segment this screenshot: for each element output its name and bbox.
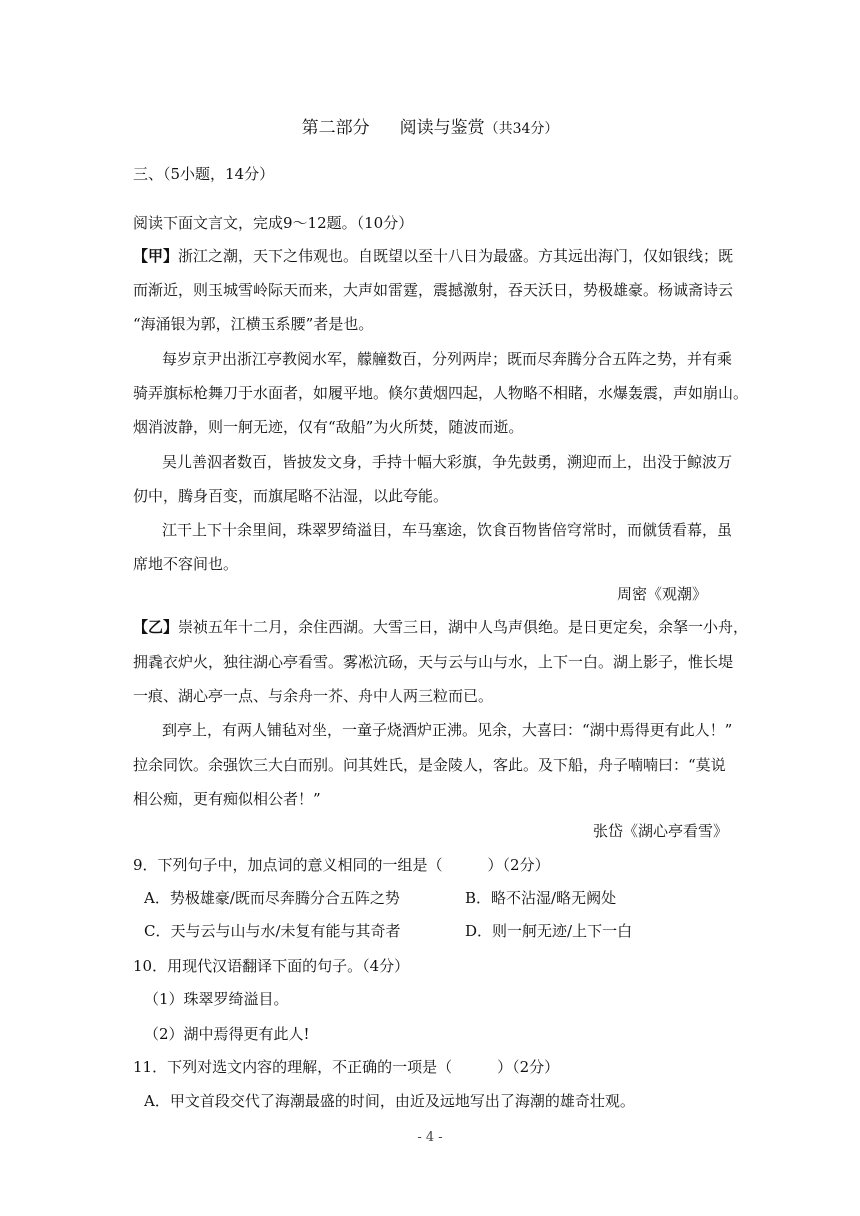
- passage-yi-line-5: 拉余同饮。余强饮三大白而别。问其姓氏，是金陵人，客此。及下船，舟子喃喃曰：“莫说: [133, 756, 726, 774]
- page-number: - 4 -: [417, 1130, 443, 1145]
- passage-jia-line-3: “海涌银为郭，江横玉系腰”者是也。: [133, 315, 374, 333]
- passage-jia-line-2: 而渐近，则玉城雪岭际天而来，大声如雷霆，震撼激射，吞天沃日，势极雄豪。杨诚斋诗云: [133, 281, 734, 299]
- part-label: 第二部分: [301, 118, 370, 138]
- question-9-option-c: C．天与云与山与水/未复有能与其奇者: [144, 922, 401, 940]
- passage-yi-line-4: 到亭上，有两人铺毡对坐，一童子烧酒炉正沸。见余，大喜曰：“湖中焉得更有此人！”: [162, 721, 733, 739]
- question-9-stem: 9．下列句子中，加点词的意义相同的一组是（ ）（2分）: [133, 856, 550, 874]
- question-9-option-d: D．则一舸无迹/上下一白: [465, 922, 633, 940]
- passage-yi-tag: 【乙】: [133, 618, 179, 636]
- question-group-heading: 三、（5小题，14分）: [133, 165, 275, 183]
- passage-jia-line-1: 【甲】浙江之潮，天下之伟观也。自既望以至十八日为最盛。方其远出海门，仅如银线；既: [133, 247, 734, 265]
- passage-jia-line-8: 仞中，腾身百变，而旗尾略不沾湿，以此夸能。: [133, 487, 449, 505]
- passage-jia-source: 周密《观潮》: [617, 585, 708, 603]
- passage-jia-tag: 【甲】: [133, 247, 179, 265]
- passage-yi-line-2: 拥毳衣炉火，独往湖心亭看雪。雾凇沆砀，天与云与山与水，上下一白。湖上影子，惟长堤: [133, 653, 734, 671]
- section-label: 阅读与鉴赏: [399, 118, 485, 138]
- passage-jia-line-10: 席地不容间也。: [133, 555, 239, 573]
- part-title: [0, 116, 860, 141]
- passage-jia-line-7: 吴儿善泅者数百，皆披发文身，手持十幅大彩旗，争先鼓勇，溯迎而上，出没于鲸波万: [162, 453, 733, 471]
- passage-yi-source: 张岱《湖心亭看雪》: [593, 822, 729, 840]
- passage-jia-line-5: 骑弄旗标枪舞刀于水面者，如履平地。倏尔黄烟四起，人物略不相睹，水爆轰震，声如崩山。: [133, 384, 749, 402]
- passage-yi-line-1: 【乙】崇祯五年十二月，余住西湖。大雪三日，湖中人鸟声俱绝。是日更定矣，余拏一小舟，: [133, 618, 749, 636]
- passage-jia-line-6: 烟消波静，则一舸无迹，仅有“敌船”为火所焚，随波而逝。: [133, 418, 524, 436]
- question-11-stem: 11．下列对选文内容的理解，不正确的一项是（ ）（2分）: [133, 1058, 560, 1076]
- passage-yi-line-3: 一痕、湖心亭一点、与余舟一芥、舟中人两三粒而已。: [133, 687, 494, 705]
- question-9-option-a: A．势极雄豪/既而尽奔腾分合五阵之势: [144, 889, 400, 907]
- passage-yi-line-6: 相公痴，更有痴似相公者！”: [133, 790, 321, 808]
- instruction: 阅读下面文言文，完成9～12题。（10分）: [133, 214, 414, 232]
- question-10-sentence-2: （2）湖中焉得更有此人!: [144, 1025, 310, 1043]
- passage-jia-line-4: 每岁京尹出浙江亭教阅水军，艨艟数百，分列两岸；既而尽奔腾分合五阵之势，并有乘: [162, 350, 733, 368]
- part-score: （共34分）: [484, 121, 559, 137]
- question-10-sentence-1: （1）珠翠罗绮溢目。: [144, 990, 289, 1008]
- question-9-option-b: B．略不沾湿/略无阙处: [465, 889, 617, 907]
- passage-jia-line-9: 江干上下十余里间，珠翠罗绮溢目，车马塞途，饮食百物皆倍穹常时，而僦赁看幕，虽: [162, 521, 733, 539]
- question-10-stem: 10．用现代汉语翻译下面的句子。（4分）: [133, 957, 410, 975]
- question-11-option-a: A．甲文首段交代了海潮最盛的时间，由近及远地写出了海潮的雄奇壮观。: [144, 1092, 635, 1110]
